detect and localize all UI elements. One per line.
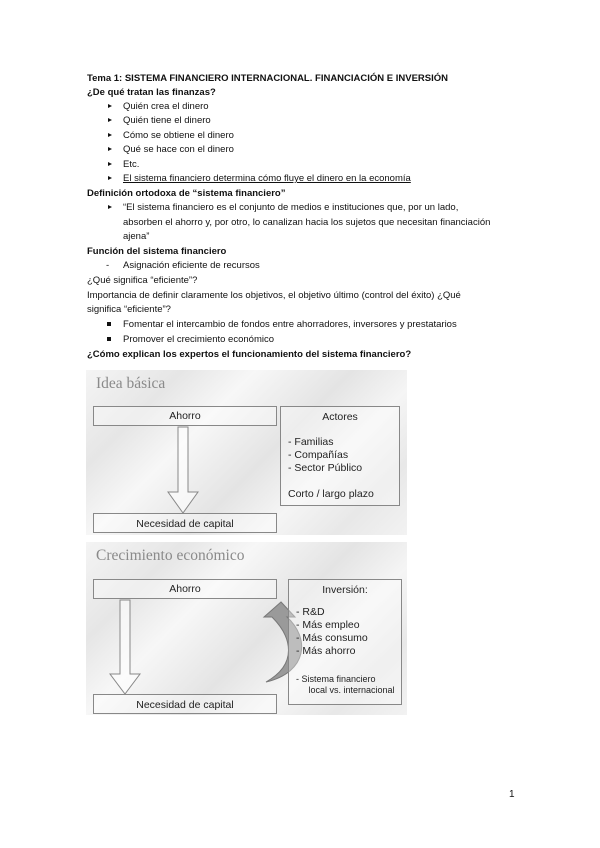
slide-title: Crecimiento económico [96,547,245,564]
financial-system-line: local vs. internacional [296,685,395,695]
page-number: 1 [509,789,515,800]
capital-need-box [93,513,277,533]
function-item: Asignación eficiente de recursos [123,260,260,271]
actor-item: - Compañías [288,449,349,461]
importance-line: Importancia de definir claramente los objetivos, el objetivo último (control del éxito) ¿Qué [87,290,461,301]
definition-line: ajena” [123,231,150,242]
investment-item: - R&D [296,606,325,618]
square-bullet-icon [107,322,111,326]
bullet-icon [108,104,112,108]
experts-question: ¿Cómo explican los expertos el funcionamiento del sistema financiero? [87,349,412,360]
goal-item: Fomentar el intercambio de fondos entre ahorradores, inversores y prestatarios [123,319,457,330]
function-heading: Función del sistema financiero [87,246,227,257]
goal-item: Promover el crecimiento económico [123,334,275,345]
dash-marker: - [106,260,110,271]
list-item: Qué se hace con el dinero [123,144,234,155]
bullet-icon [108,162,112,166]
actor-item: - Sector Público [288,462,363,474]
actors-list [288,436,362,475]
definition-line: absorben el ahorro y, por otro, lo canalizan hacia los sujetos que necesitan financiación [123,217,491,228]
list-item: Cómo se obtiene el dinero [123,130,234,141]
efficient-question: ¿Qué significa “eficiente”? [87,275,198,286]
finance-question: ¿De qué tratan las finanzas? [87,87,216,98]
bullet-icon [108,133,112,137]
investment-item: - Más ahorro [296,645,356,657]
definition-heading: Definición ortodoxa de “sistema financiero” [87,188,286,199]
square-bullet-icon [107,337,111,341]
actors-title: Actores [322,411,358,423]
list-item: Quién tiene el dinero [123,115,211,126]
investment-title: Inversión: [322,584,368,596]
list-item: Etc. [123,159,140,170]
term-label: Corto / largo plazo [288,488,374,500]
slide-title: Idea básica [96,375,166,392]
investment-item: - Más empleo [296,619,360,631]
capital-need-box [93,694,277,714]
document-title: Tema 1: SISTEMA FINANCIERO INTERNACIONAL. FINANCIACIÓN E INVERSIÓN [87,73,449,84]
saving-label: Ahorro [169,583,201,595]
bullet-icon [108,176,112,180]
importance-line: significa “eficiente”? [87,304,171,315]
investment-item: - Más consumo [296,632,368,644]
definition-line: “El sistema financiero es el conjunto de medios e instituciones que, por un lado, [123,202,459,213]
actor-item: - Familias [288,436,334,448]
saving-label: Ahorro [169,410,201,422]
capital-need-label: Necesidad de capital [136,699,234,711]
slide-idea-basica [86,370,407,535]
slide-crecimiento-economico [86,542,407,715]
financial-system-line: - Sistema financiero [296,674,376,684]
investment-list [296,606,368,658]
financial-system-note [296,674,395,696]
capital-need-label: Necesidad de capital [136,518,234,530]
bullet-icon [108,147,112,151]
bullet-icon [108,205,112,209]
bullet-icon [108,118,112,122]
list-item: Quién crea el dinero [123,101,209,112]
list-item-underlined: El sistema financiero determina cómo fluye el dinero en la economía [123,173,411,184]
